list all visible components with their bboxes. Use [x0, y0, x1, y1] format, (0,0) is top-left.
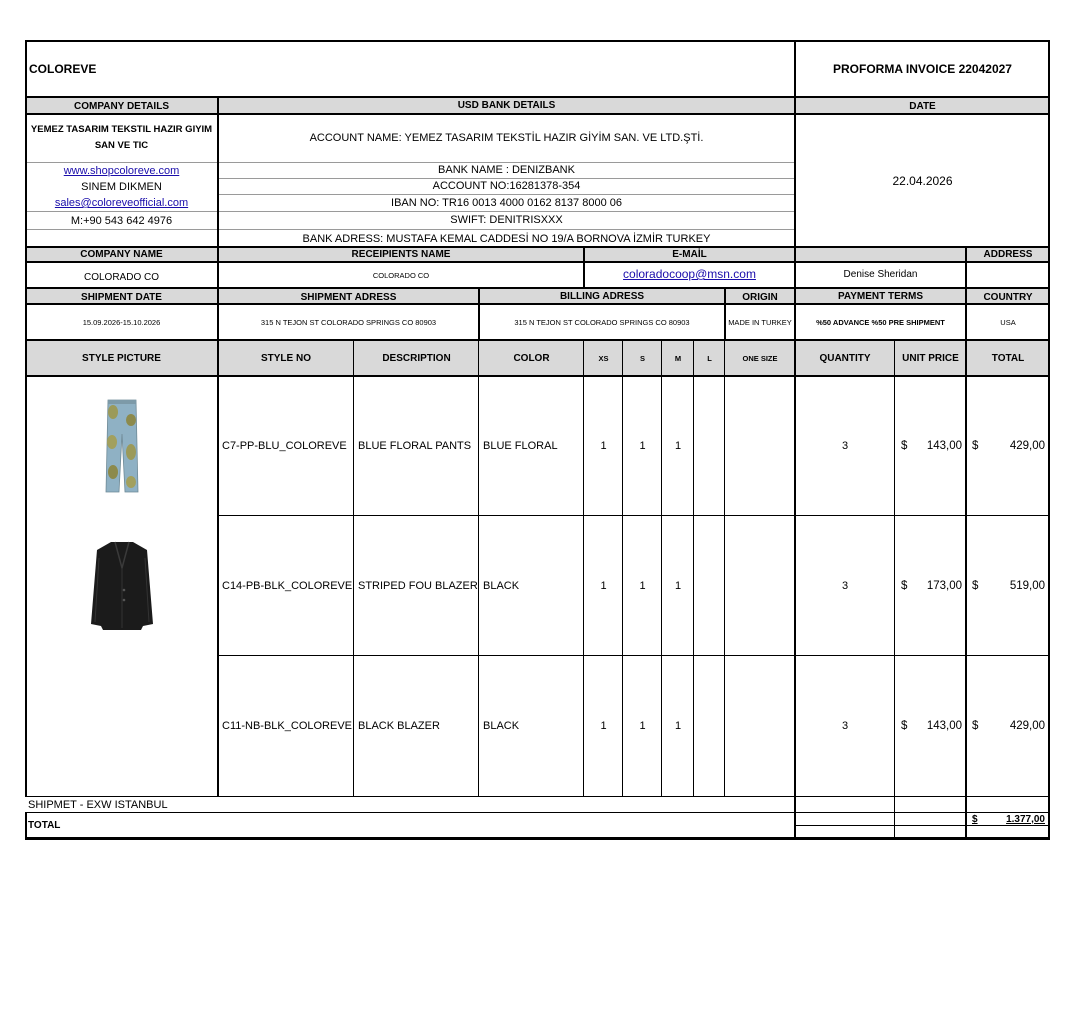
style-picture-cell	[25, 376, 218, 515]
payment-terms-value: %50 ADVANCE %50 PRE SHIPMENT	[816, 317, 945, 327]
item-quantity: 3	[841, 579, 849, 592]
item-unit-price-currency: $	[901, 720, 908, 732]
item-size-s: 1	[639, 579, 646, 592]
style-picture-cell	[25, 516, 218, 655]
item-style-no: C14-PB-BLK_COLOREVE	[222, 579, 353, 592]
company-details-header: COMPANY DETAILS	[25, 97, 218, 113]
item-size-l	[694, 376, 725, 515]
item-total: 429,00	[1009, 439, 1045, 452]
email-header: E-MAİL	[584, 247, 795, 262]
item-one-size	[725, 376, 795, 515]
payment-terms-header: PAYMENT TERMS	[795, 288, 966, 304]
company-name-header: COMPANY NAME	[25, 247, 218, 262]
item-unit-price: 143,00	[926, 720, 962, 732]
black-blazer-image	[87, 538, 157, 634]
item-total: 429,00	[1009, 720, 1045, 732]
proforma-invoice-sheet	[25, 40, 1050, 840]
bank-swift: SWIFT: DENITRISXXX	[450, 213, 563, 226]
company-email-link[interactable]: sales@coloreveofficial.com	[54, 197, 189, 209]
size-m-header: M	[662, 340, 694, 376]
item-unit-price-currency: $	[901, 579, 908, 592]
size-xs-header: XS	[584, 340, 623, 376]
quantity-header: QUANTITY	[795, 340, 895, 376]
customer-email-link[interactable]: coloradocoop@msn.com	[623, 267, 756, 281]
style-picture-cell	[25, 656, 218, 796]
item-style-no: C7-PP-BLU_COLOREVE	[222, 439, 347, 452]
description-header: DESCRIPTION	[354, 340, 479, 376]
item-size-m: 1	[674, 439, 682, 452]
color-header: COLOR	[479, 340, 584, 376]
bank-name: BANK NAME : DENIZBANK	[438, 164, 575, 176]
country-value: USA	[1000, 317, 1016, 327]
grand-total: 1.377,00	[1006, 813, 1045, 825]
item-size-s: 1	[639, 439, 646, 452]
size-l-header: L	[694, 340, 725, 376]
recipients-name-header: RECEIPIENTS NAME	[218, 247, 584, 262]
item-style-no: C11-NB-BLK_COLOREVE	[222, 720, 353, 732]
item-size-l	[694, 656, 725, 796]
item-size-m: 1	[674, 720, 682, 732]
company-legal-name	[25, 114, 218, 162]
item-size-m: 1	[674, 579, 682, 592]
item-unit-price: 143,00	[926, 439, 962, 452]
floral-pants-image	[102, 398, 142, 494]
company-title: COLOREVE	[29, 61, 97, 76]
bank-address: BANK ADRESS: MUSTAFA KEMAL CADDESİ NO 19/A BORNOVA İZMİR TURKEY	[302, 232, 711, 245]
company-contact: SINEM DIKMEN	[81, 181, 162, 193]
item-total: 519,00	[1009, 579, 1045, 592]
item-unit-price: 173,00	[926, 579, 962, 592]
item-total-currency: $	[972, 579, 979, 592]
item-description: STRIPED FOU BLAZER	[358, 579, 478, 592]
item-size-xs: 1	[600, 439, 607, 452]
origin-value: MADE IN TURKEY	[728, 317, 792, 327]
bank-account-name: ACCOUNT NAME: YEMEZ TASARIM TEKSTİL HAZIR GİYİM SAN. VE LTD.ŞTİ.	[309, 132, 704, 144]
size-s-header: S	[623, 340, 662, 376]
company-name-line-2: SAN VE TIC	[94, 140, 149, 151]
item-total-currency: $	[972, 439, 979, 452]
shipment-date-header: SHIPMENT DATE	[25, 288, 218, 304]
customer-recipient-name: COLORADO CO	[372, 270, 430, 280]
item-color: BLUE FLORAL	[483, 439, 558, 452]
style-picture-header: STYLE PICTURE	[25, 340, 218, 376]
bank-iban: IBAN NO: TR16 0013 4000 0162 8137 8000 06	[391, 196, 622, 209]
company-website-link[interactable]: www.shopcoloreve.com	[63, 165, 180, 177]
date-header: DATE	[795, 97, 1050, 113]
item-size-xs: 1	[600, 579, 607, 592]
item-color: BLACK	[483, 579, 520, 592]
item-description: BLUE FLORAL PANTS	[358, 439, 472, 452]
item-size-l	[694, 516, 725, 655]
address-header: ADDRESS	[966, 247, 1050, 262]
company-name-line-1: YEMEZ TASARIM TEKSTIL HAZIR GIYIM	[30, 124, 213, 135]
item-quantity: 3	[841, 439, 849, 452]
country-header: COUNTRY	[966, 288, 1050, 304]
billing-address-header: BILLING ADRESS	[479, 288, 725, 304]
one-size-header: ONE SIZE	[725, 340, 795, 376]
item-unit-price-currency: $	[901, 439, 908, 452]
invoice-title: PROFORMA INVOICE 22042027	[833, 61, 1012, 76]
item-total-currency: $	[972, 720, 979, 732]
item-size-s: 1	[639, 720, 646, 732]
total-header: TOTAL	[966, 340, 1050, 376]
shipment-date-value: 15.09.2026-15.10.2026	[82, 317, 161, 327]
item-description: BLACK BLAZER	[358, 720, 440, 732]
unit-price-header: UNIT PRICE	[895, 340, 966, 376]
total-label: TOTAL	[28, 819, 61, 831]
invoice-date: 22.04.2026	[892, 173, 953, 188]
item-one-size	[725, 516, 795, 655]
customer-company-name: COLORADO CO	[83, 271, 159, 283]
item-one-size	[725, 656, 795, 796]
company-phone: M:+90 543 642 4976	[70, 215, 173, 227]
item-size-xs: 1	[600, 720, 607, 732]
customer-contact-person: Denise Sheridan	[843, 268, 918, 280]
shipment-address-header: SHIPMENT ADRESS	[218, 288, 479, 304]
grand-total-currency: $	[972, 813, 978, 825]
style-no-header: STYLE NO	[218, 340, 354, 376]
item-color: BLACK	[483, 720, 520, 732]
usd-bank-details-header: USD BANK DETAILS	[218, 97, 795, 113]
bank-account-no: ACCOUNT NO:16281378-354	[432, 180, 581, 192]
billing-address-value: 315 N TEJON ST COLORADO SPRINGS CO 80903	[514, 317, 690, 327]
shipment-address-value: 315 N TEJON ST COLORADO SPRINGS CO 80903	[260, 317, 437, 327]
origin-header: ORIGIN	[725, 288, 795, 304]
item-quantity: 3	[841, 720, 849, 732]
shipment-terms-note: SHIPMET - EXW ISTANBUL	[28, 798, 168, 811]
